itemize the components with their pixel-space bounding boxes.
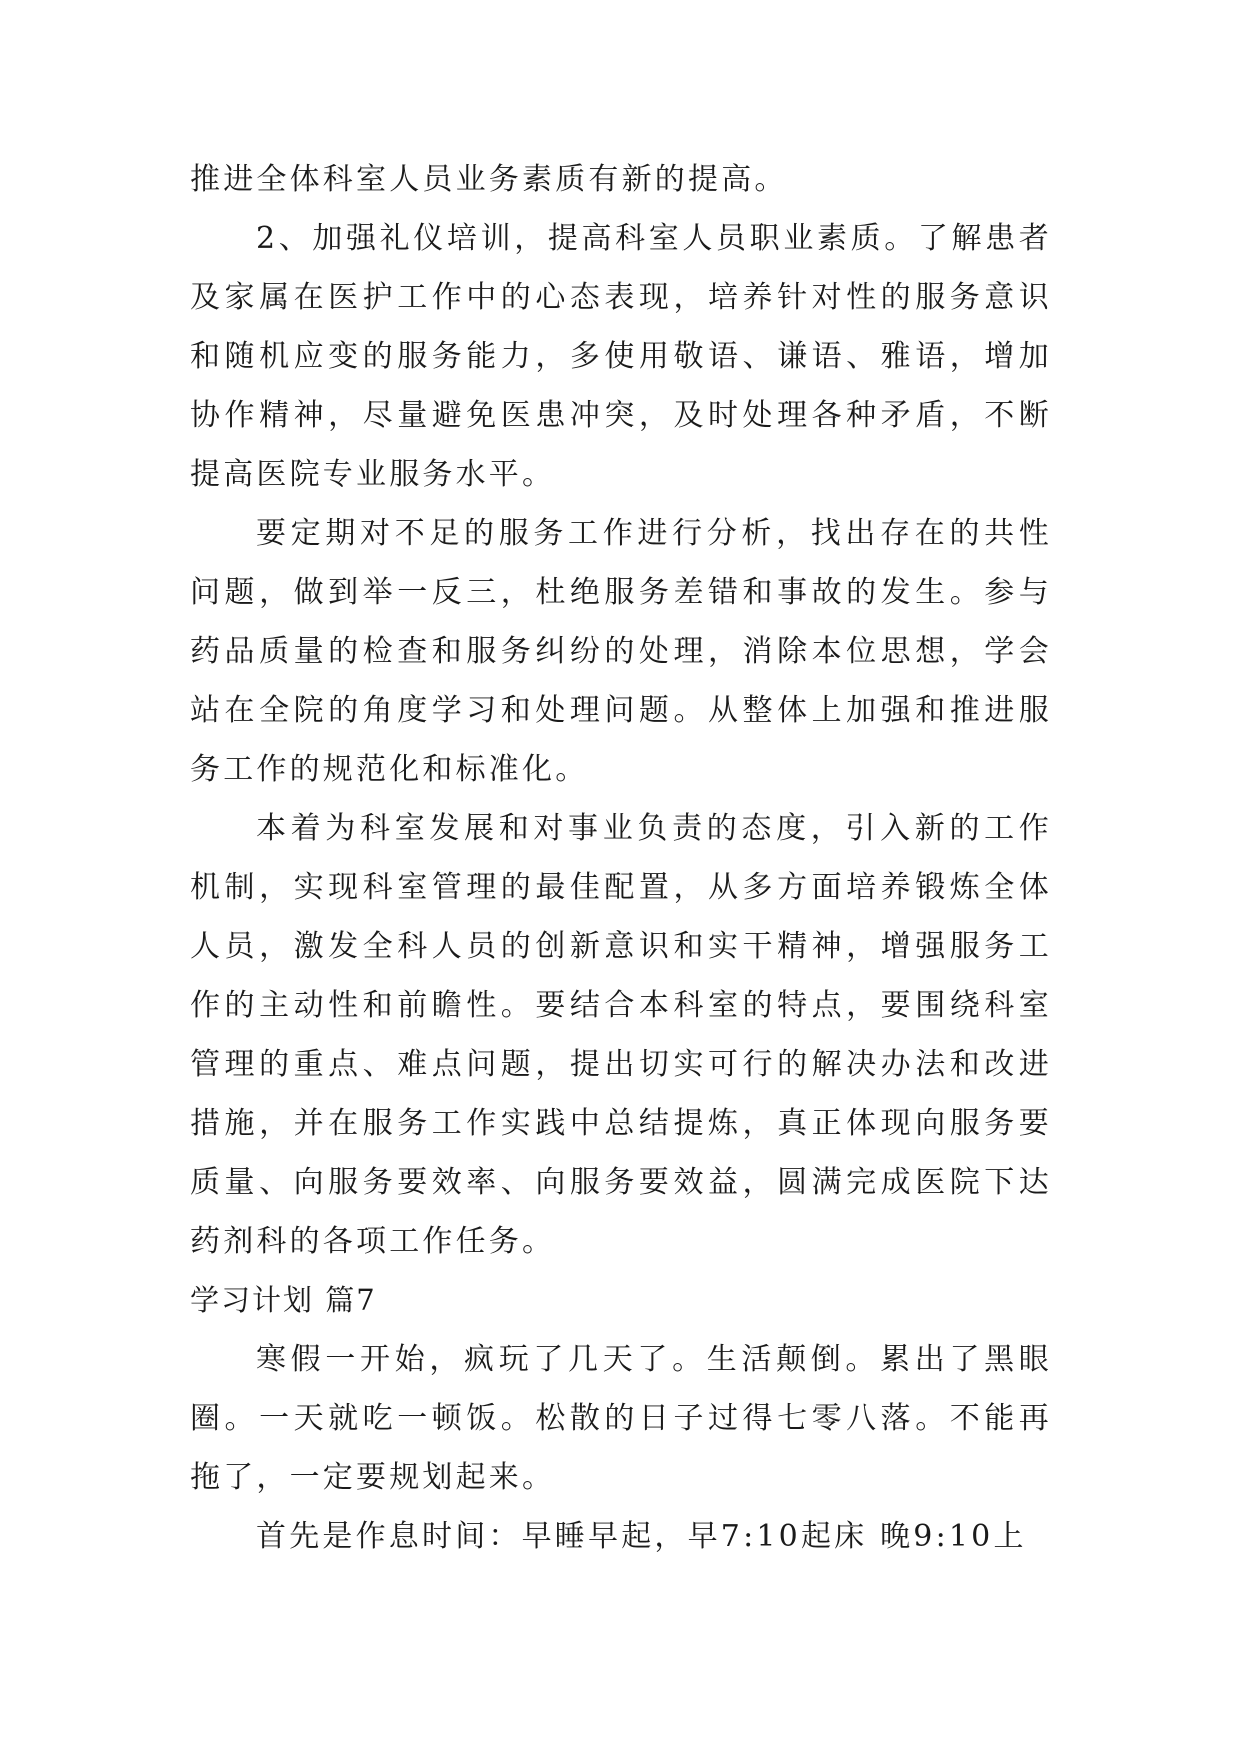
paragraph: 推进全体科室人员业务素质有新的提高。 bbox=[190, 162, 788, 197]
paragraph: 本着为科室发展和对事业负责的态度，引入新的工作机制，实现科室管理的最佳配置，从多方面培养锻炼全体人员，激发全科人员的创新意识和实干精神，增强服务工作的主动性和前瞻性。要结合本科室的特点，要围绕科室管理的重点、难点问题，提出切实可行的解决办法和改进措施，并在服务工作实践中总结提炼，真正体现向服务要质量、向服务要效率、向服务要效益，圆满完成医院下达药剂科的各项工作任务。 bbox=[190, 811, 1052, 1259]
paragraph: 首先是作息时间：早睡早起，早7:10起床 晚9:10上 bbox=[256, 1519, 1027, 1554]
section-heading: 学习计划 篇7 bbox=[190, 1283, 377, 1317]
document-body bbox=[190, 150, 1052, 1566]
paragraph: 2、加强礼仪培训，提高科室人员职业素质。了解患者及家属在医护工作中的心态表现，培养针对性的服务意识和随机应变的服务能力，多使用敬语、谦语、雅语，增加协作精神，尽量避免医患冲突，及时处理各种矛盾，不断提高医院专业服务水平。 bbox=[190, 221, 1052, 492]
paragraph: 要定期对不足的服务工作进行分析，找出存在的共性问题，做到举一反三，杜绝服务差错和事故的发生。参与药品质量的检查和服务纠纷的处理，消除本位思想，学会站在全院的角度学习和处理问题。从整体上加强和推进服务工作的规范化和标准化。 bbox=[190, 516, 1052, 787]
paragraph: 寒假一开始，疯玩了几天了。生活颠倒。累出了黑眼圈。一天就吃一顿饭。松散的日子过得七零八落。不能再拖了，一定要规划起来。 bbox=[190, 1342, 1052, 1495]
